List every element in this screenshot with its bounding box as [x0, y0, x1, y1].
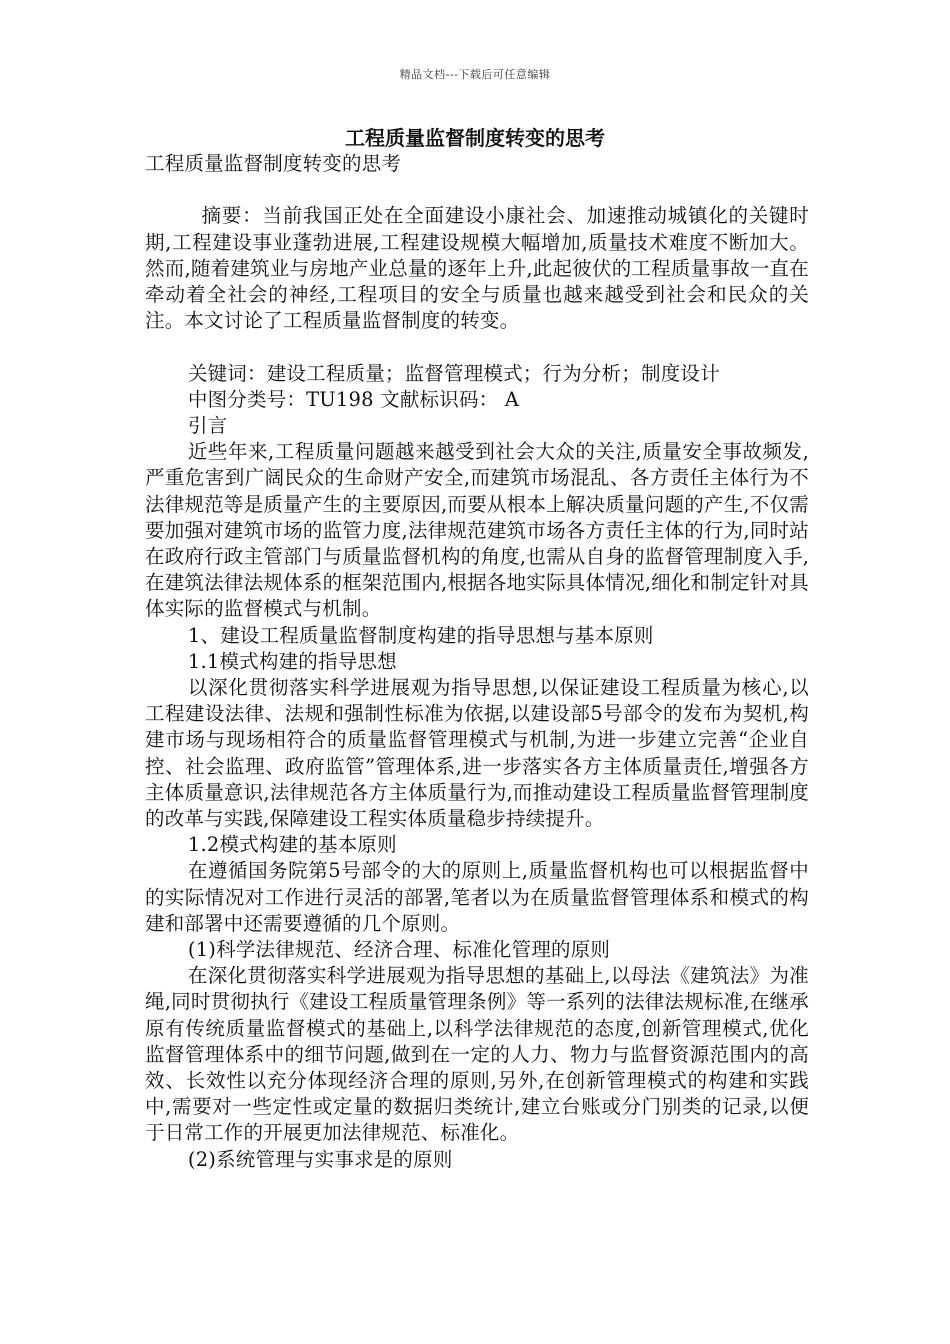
- blank-line: [145, 334, 809, 360]
- section-1-2-paragraph: 在遵循国务院第5号部令的大的原则上,质量监督机构也可以根据监督中的实际情况对工作进行灵活的部署,笔者以为在质量监督管理体系和模式的构建和部署中还需要遵循的几个原则。: [145, 859, 809, 935]
- blank-line: [145, 177, 809, 203]
- header-note: 精品文档---下载后可任意编辑: [399, 68, 551, 81]
- abstract-paragraph: 摘要：当前我国正处在全面建设小康社会、加速推动城镇化的关键时期,工程建设事业蓬勃进展,工程建设规模大幅增加,质量技术难度不断加大。然而,随着建筑业与房地产业总量的逐年上升,此起彼伏的工程质量事故一直在牵动着全社会的神经,工程项目的安全与质量也越来越受到社会和民众的关注。本文讨论了工程质量监督制度的转变。: [145, 204, 809, 333]
- principle-1-heading: (1)科学法律规范、经济合理、标准化管理的原则: [187, 938, 611, 962]
- section-1-1-paragraph: 以深化贯彻落实科学进展观为指导思想,以保证建设工程质量为核心,以工程建设法律、法规和强制性标准为依据,以建设部5号部令的发布为契机,构建市场与现场相符合的质量监督管理模式与机制,为进一步建立完善“企业自控、社会监理、政府监管”管理体系,进一步落实各方主体质量责任,增强各方主体质量意识,法律规范各方主体质量行为,而推动建设工程质量监督管理制度的改革与实践,保障建设工程实体质量稳步持续提升。: [145, 676, 809, 831]
- classification-line: 中图分类号：TU198 文献标识码： A: [187, 387, 520, 411]
- keywords-line: 关键词：建设工程质量；监督管理模式；行为分析；制度设计: [187, 361, 720, 385]
- section-1-2-heading: 1.2模式构建的基本原则: [187, 833, 397, 857]
- document-body: [145, 151, 809, 1173]
- intro-paragraph: 近些年来,工程质量问题越来越受到社会大众的关注,质量安全事故频发,严重危害到广阔民众的生命财产安全,而建筑市场混乱、各方责任主体行为不法律规范等是质量产生的主要原因,而要从根本上解决质量问题的产生,不仅需要加强对建筑市场的监管力度,法律规范建筑市场各方责任主体的行为,同时站在政府行政主管部门与质量监督机构的角度,也需从自身的监督管理制度入手,在建筑法律法规体系的框架范围内,根据各地实际具体情况,细化和制定针对具体实际的监督模式与机制。: [145, 440, 809, 621]
- document-subtitle: 工程质量监督制度转变的思考: [145, 152, 402, 175]
- principle-1-paragraph: 在深化贯彻落实科学进展观为指导思想的基础上,以母法《建筑法》为准绳,同时贯彻执行《建设工程质量管理条例》等一系列的法律法规标准,在继承原有传统质量监督模式的基础上,以科学法律规范的态度,创新管理模式,优化监督管理体系中的细节问题,做到在一定的人力、物力与监督资源范围内的高效、长效性以充分体现经济合理的原则,另外,在创新管理模式的构建和实践中,需要对一些定性或定量的数据归类统计,建立台账或分门别类的记录,以便于日常工作的开展更加法律规范、标准化。: [145, 964, 809, 1145]
- intro-heading: 引言: [187, 414, 228, 437]
- principle-2-heading: (2)系统管理与实事求是的原则: [187, 1147, 453, 1171]
- section-1-1-heading: 1.1模式构建的指导思想: [187, 649, 397, 673]
- document-title: 工程质量监督制度转变的思考: [345, 126, 605, 150]
- section-1-heading: 1、建设工程质量监督制度构建的指导思想与基本原则: [187, 623, 654, 647]
